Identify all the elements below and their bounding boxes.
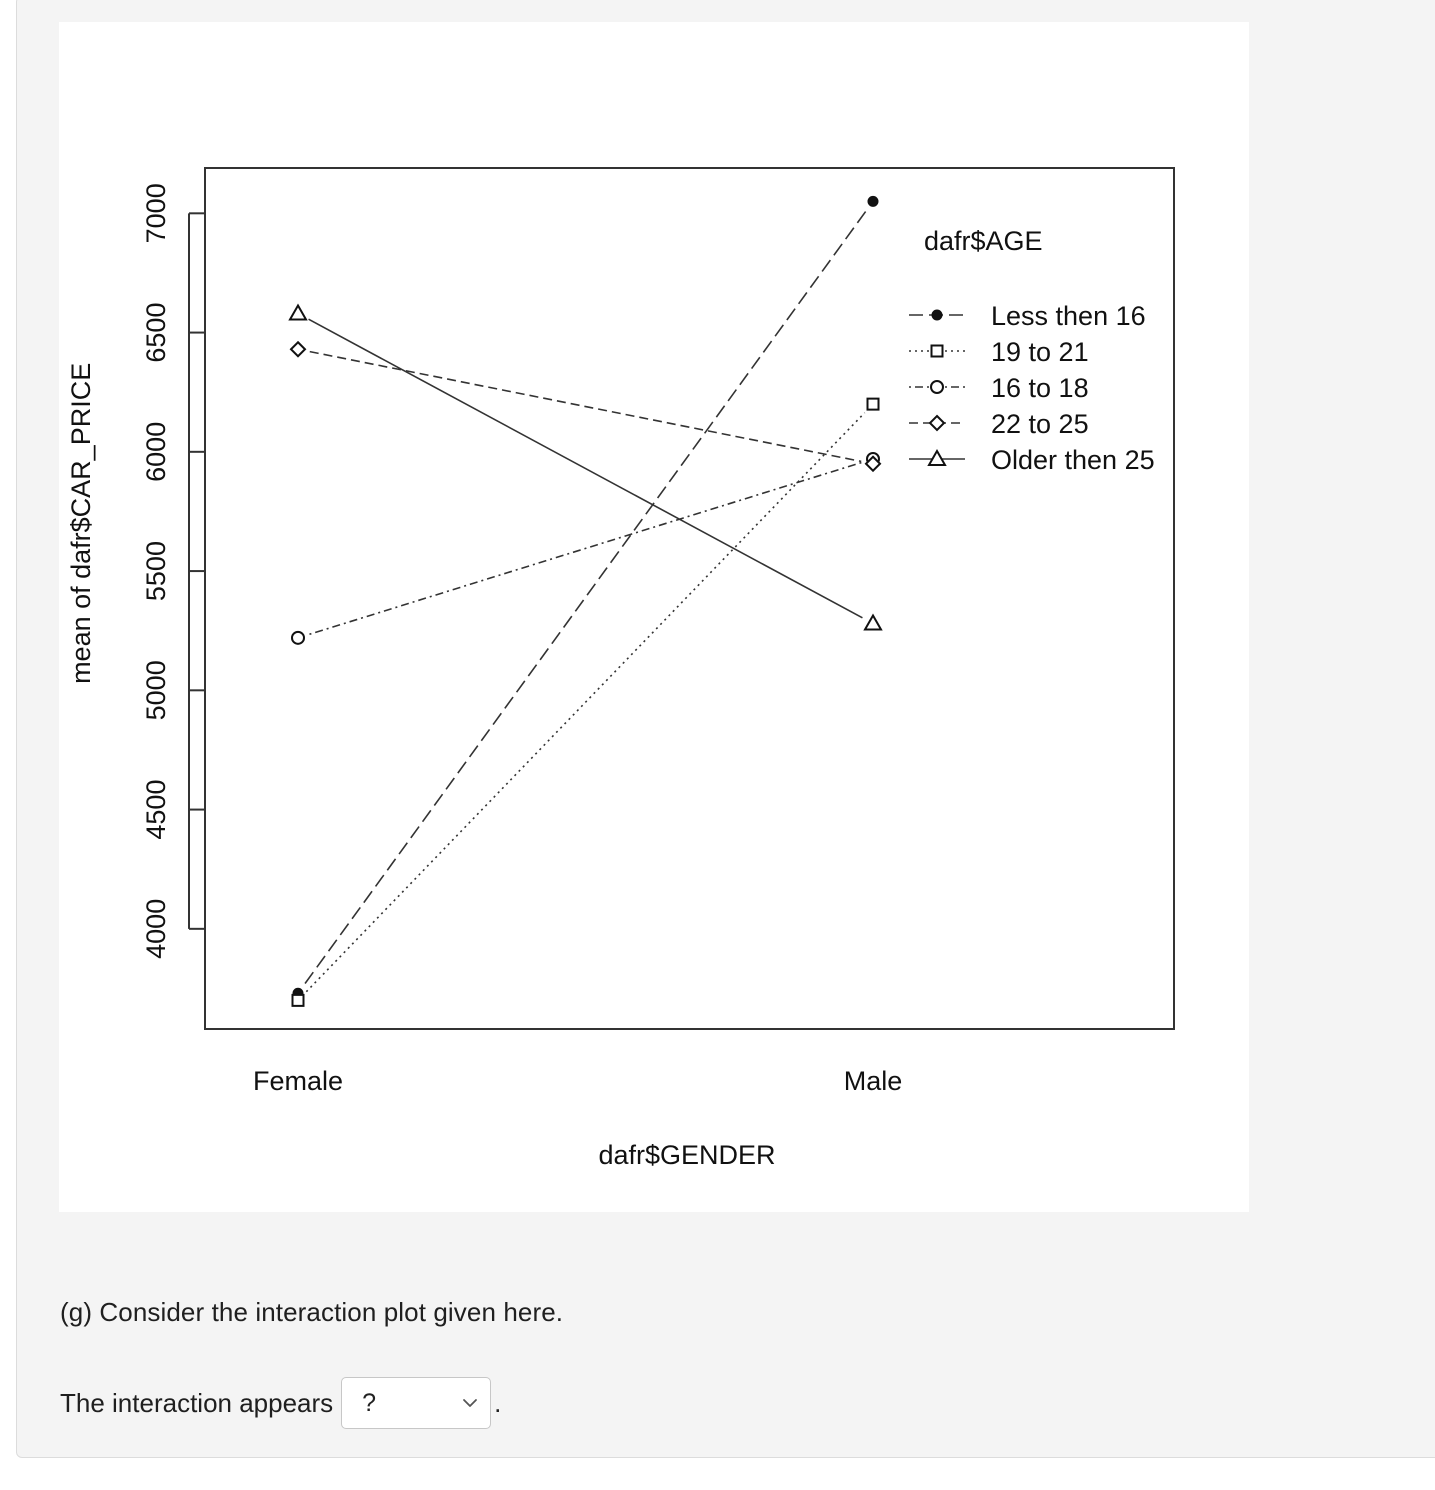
- y-tick-label: 5500: [141, 541, 171, 602]
- interaction-plot-svg: [59, 22, 1249, 1212]
- series-point-1: [868, 399, 879, 410]
- y-tick-label: 6500: [141, 302, 171, 363]
- series-line-1: [306, 413, 864, 992]
- select-value: ?: [362, 1388, 377, 1417]
- interaction-plot: [59, 22, 1249, 1212]
- question-panel: [16, 0, 1435, 1458]
- legend-label: 16 to 18: [991, 373, 1089, 403]
- question-prompt: (g) Consider the interaction plot given here.: [60, 1297, 564, 1327]
- x-tick-label: Male: [843, 1066, 903, 1096]
- trailing-period: .: [494, 1387, 502, 1418]
- legend-marker-4: [929, 451, 945, 465]
- series-line-0: [305, 211, 866, 983]
- legend-label: 19 to 21: [991, 337, 1089, 367]
- legend-marker-1: [932, 346, 943, 357]
- chevron-down-icon: [460, 1393, 480, 1413]
- y-tick-label: 7000: [141, 183, 171, 244]
- legend-marker-2: [931, 381, 943, 393]
- legend-label: 22 to 25: [991, 409, 1089, 439]
- y-tick-label: 4500: [141, 779, 171, 840]
- y-tick-label: 5000: [141, 660, 171, 721]
- series-line-2: [309, 463, 861, 635]
- legend-marker-3: [930, 416, 944, 430]
- legend-label: Less then 16: [991, 301, 1146, 331]
- x-axis-title: dafr$GENDER: [598, 1140, 776, 1170]
- y-tick-label: 4000: [141, 898, 171, 959]
- series-point-0: [868, 196, 878, 206]
- series-point-3: [291, 342, 305, 356]
- answer-row: [60, 1377, 501, 1429]
- series-point-1: [293, 995, 304, 1006]
- legend-label: Older then 25: [991, 445, 1155, 475]
- series-point-4: [865, 616, 881, 630]
- x-tick-label: Female: [252, 1066, 344, 1096]
- series-point-4: [290, 305, 306, 319]
- series-point-2: [292, 632, 304, 644]
- series-line-4: [309, 319, 863, 618]
- legend-marker-0: [932, 310, 942, 320]
- y-tick-label: 6000: [141, 421, 171, 482]
- series-line-3: [310, 352, 861, 462]
- y-axis-title: mean of dafr$CAR_PRICE: [66, 362, 96, 684]
- plot-frame: [205, 168, 1174, 1029]
- interaction-select[interactable]: [341, 1377, 491, 1429]
- legend-title: dafr$AGE: [924, 226, 1043, 256]
- answer-lead-text: The interaction appears: [60, 1387, 334, 1418]
